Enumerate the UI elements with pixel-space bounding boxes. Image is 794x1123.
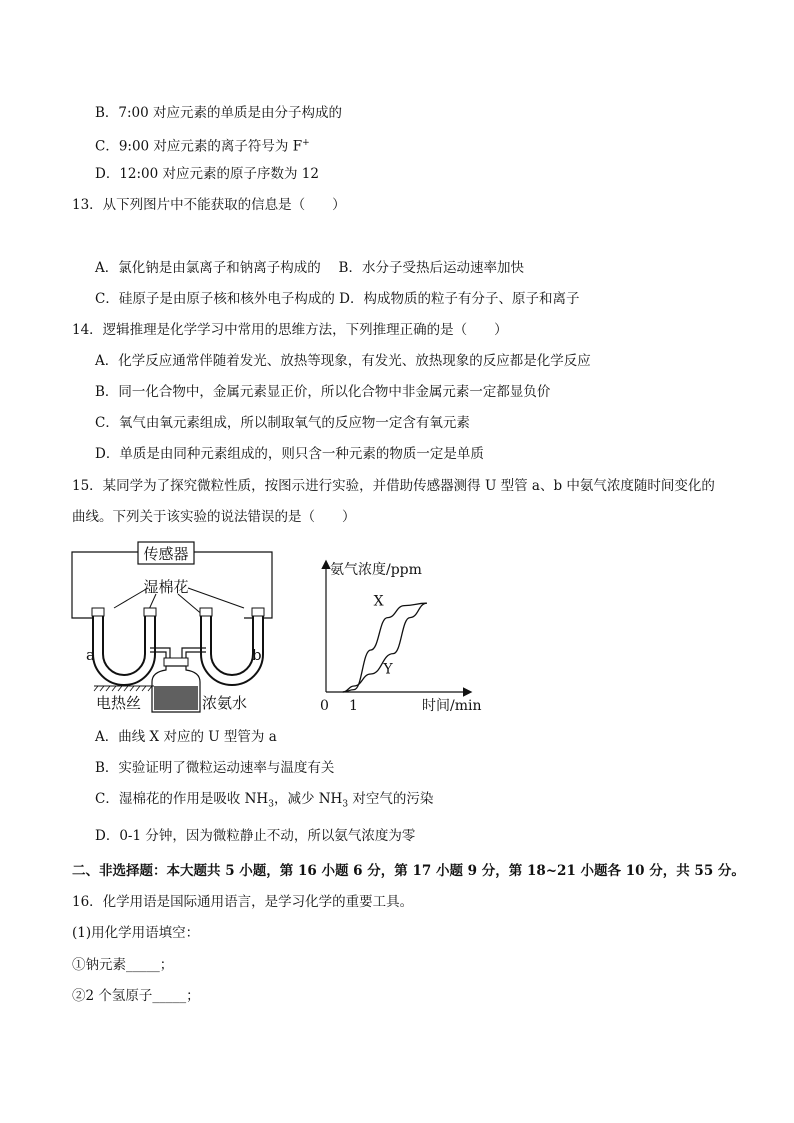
q15-option-d: D．0-1 分钟，因为微粒静止不动，所以氨气浓度为零 xyxy=(95,828,416,844)
q13-options-ab: A．氯化钠是由氯离子和钠离子构成的 B．水分子受热后运动速率加快 xyxy=(95,260,524,276)
section-2-title: 二、非选择题：本大题共 5 小题，第 16 小题 6 分，第 17 小题 9 分，第 18~21 小题各 10 分，共 55 分。 xyxy=(72,863,745,879)
q13-stem: 13．从下列图片中不能获取的信息是（ ） xyxy=(72,197,346,213)
concentration-chart xyxy=(310,552,500,732)
series-line-y xyxy=(343,603,427,692)
q16-stem: 16．化学用语是国际通用语言，是学习化学的重要工具。 xyxy=(72,894,414,910)
x-tick-0: 0 xyxy=(320,698,329,714)
series-label-x: X xyxy=(373,593,384,610)
sensor-label: 传感器 xyxy=(143,545,189,563)
q15-stem-line2: 曲线。下列关于该实验的说法错误的是（ ） xyxy=(72,509,356,525)
q16-part1: (1)用化学用语填空： xyxy=(72,925,200,941)
q15-option-c: C．湿棉花的作用是吸收 $NH_3$，减少 $NH_3$ 对空气的污染 xyxy=(95,791,434,810)
x-tick-1: 1 xyxy=(349,698,358,714)
q14-stem: 14．逻辑推理是化学学习中常用的思维方法，下列推理正确的是（ ） xyxy=(72,322,508,338)
label-a: a xyxy=(86,646,95,664)
q15-option-b: B．实验证明了微粒运动速率与温度有关 xyxy=(95,760,335,776)
y-axis-label: 氨气浓度/ppm xyxy=(330,562,422,578)
x-axis-label: 时间/min xyxy=(422,698,482,714)
q15-option-a: A．曲线 X 对应的 U 型管为 a xyxy=(95,729,277,745)
label-b: b xyxy=(252,646,262,664)
q14-option-b: B．同一化合物中，金属元素显正价，所以化合物中非金属元素一定都显负价 xyxy=(95,384,551,400)
q12-option-c: C．9:00 对应元素的离子符号为 F+ xyxy=(95,138,310,155)
q13-options-cd: C．硅原子是由原子核和核外电子构成的 D．构成物质的粒子有分子、原子和离子 xyxy=(95,291,580,307)
q12-option-b: B．7:00 对应元素的单质是由分子构成的 xyxy=(95,105,343,121)
heater-label: 电热丝 xyxy=(96,694,142,712)
q14-option-a: A．化学反应通常伴随着发光、放热等现象，有发光、放热现象的反应都是化学反应 xyxy=(95,353,591,369)
q15-stem-line1: 15．某同学为了探究微粒性质，按图示进行实验，并借助传感器测得 U 型管 a、b 中氨气浓度随时间变化的 xyxy=(72,478,715,494)
q12-option-d: D．12:00 对应元素的原子序数为 12 xyxy=(95,166,319,182)
q16-item1: ①钠元素_____； xyxy=(72,957,174,973)
series-label-y: Y xyxy=(383,661,393,678)
ammonia-label: 浓氨水 xyxy=(202,694,248,712)
q14-option-d: D．单质是由同种元素组成的，则只含一种元素的物质一定是单质 xyxy=(95,446,484,462)
q14-option-c: C．氧气由氧元素组成，所以制取氧气的反应物一定含有氧元素 xyxy=(95,415,470,431)
cotton-label: 湿棉花 xyxy=(143,578,189,596)
apparatus-diagram xyxy=(66,536,306,716)
q16-item2: ②2 个氢原子_____； xyxy=(72,988,200,1004)
